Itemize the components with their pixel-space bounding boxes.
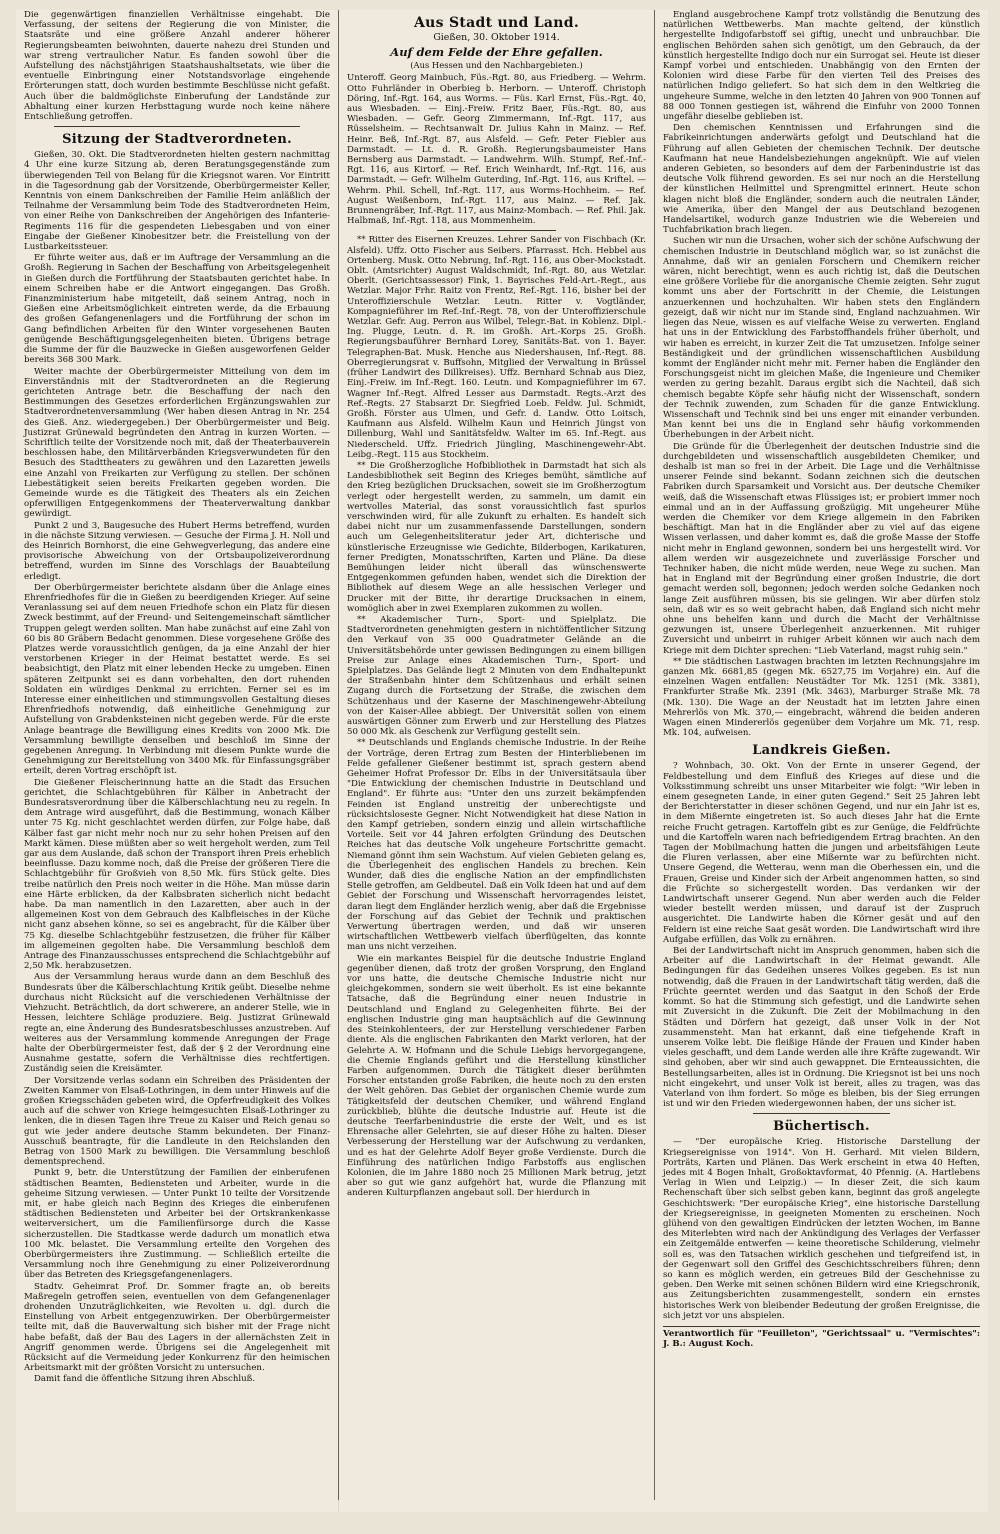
paragraph: Der Oberbürgermeister berichtete alsdann über die Anlage eines Ehrenfriedhofes für die in Gießen zu beerdigenden Krieger. Auf seine Veranlassung sei auf dem neuen Friedhofe schon ein Platz für diesen Zweck bestimmt, auf der Freund- und Seitengemeinschaft sämtlicher Truppen gelegt werden sollten. Man habe zunächst auf eine Zahl von 60 bis 80 Gräbern Bedacht genommen. Diese vorgesehene Größe des Platzes werde voraussichtlich genügen, da ja eine Anzahl der hier verstorbenen Krieger in der Heimat bestattet werde. Es sei beabsichtigt, den Platz mit einer lebenden Hecke zu umgeben. Einen späteren Zeitpunkt sei es dann vorbehalten, den dort ruhenden Soldaten ein würdiges Denkmal zu errichten. Ferner sei es im Interesse einer einheitlichen und stimmungsvollen Gestaltung dieses Ehrenfriedhofs notwendig, daß einheitliche Genehmigung zur Aufstellung von Grabdenksteinen nicht gegeben werde. Für die erste Anlage beantrage die Bewilligung eines Kredits von 2000 Mk. Die Versammlung bewilligte denselben und beschloß im Sinne der gegebenen Anregung. In Verbindung mit diesem Punkte wurde die Genehmigung zur Bereitstellung von 3400 Mk. für Einfassungsgräber erteilt, deren Vortrag erschöpft ist.	[24, 582, 330, 777]
column-right	[654, 10, 988, 1500]
subheading-note: (Aus Hessen und den Nachbargebieten.)	[410, 60, 583, 71]
paragraph: Aus der Versammlung heraus wurde dann an dem Beschluß des Bundesrats über die Kälberschlachtung Kritik geübt. Dieselbe nehme durchaus nicht Rücksicht auf die verschiedenen Verhältnisse der Viehzucht. Beträchtlich, da dort schwerere, an anderer Stelle, wie in Hessen, leichtere Schläge produziere. Beig. Justizrat Grünewald regte an, eine Änderung des Bundesratsbeschlusses anzustreben. Auf weiteres aus der Versammlung kommende Anregungen der Frage halte der Oberbürgermeister fest, daß der § 2 der Verordnung eine Ausnahme gestatte, sofern die Verhältnisse dies rechtfertigen. Zuständig seien die Kreisämter.	[24, 972, 330, 1075]
article-body-stadtverordneten	[24, 150, 330, 1384]
paragraph: ** Die städtischen Lastwagen brachten im letzten Rechnungsjahre im ganzen Mk. 6681,85 (gegen Mk. 6527,75 im Vorjahre) ein. Auf die einzelnen Wagen entfallen: Neustädter Tor Mk. 1251 (Mk. 3381), Frankfurter Straße Mk. 2391 (Mk. 3463), Marburger Straße Mk. 78 (Mk. 130). Die Wage an der Neustadt hat im letzten Jahre einen Mehrerlös von Mk. 370,— eingebracht, während die beiden anderen Wagen einen Mindererlös gegenüber dem Vorjahre um Mk. 71, resp. Mk. 104, aufweisen.	[663, 656, 980, 739]
paragraph: Suchen wir nun die Ursachen, woher sich der schöne Aufschwung der chemischen Industrie in Deutschland möglich war, so ist zunächst die Annahme, daß wir an genialen Forschern und Chemikern reicher wären, nicht berechtigt, wenn es auch richtig ist, daß die Deutschen eine größere Vorliebe für die anorganische Chemie zeigten. Sehr zugut kommt uns aber der Fortschritt in der Chemie, die Leistungen anzuerkennen und hochzuhalten. Wir haben stets den Engländern gezeigt, daß wir nicht nur im Stande sind, England nachzuahmen. Wir liegen das Neue, wissen es auf vielfache Weise zu verwerten. England hat uns in der Entwicklung des Farbstoffhandels früher überholt, und wir haben es erreicht, in kurzer Zeit die Tat umzusetzen. Infolge seiner Beständigkeit und der gründlichen wissenschaftlichen Ausbildung kommt der Engländer nicht mehr mit. Ferner haben die Engländer den Forschungsgeist nicht im gleichen Maße, die Ingenieure und Chemiker werden zu gering bezahlt. Daraus ergibt sich die Nachteil, daß sich chemisch begabte Köpfe sehr häufig nicht der Wissenschaft, sondern der Technik zuwenden, zum Schaden für die ganze Entwicklung. Wissenschaft und Technik sind bei uns enger mit einander verbunden. Man kennt bei uns die in England sehr häufig vorkommenden Überhebungen in der Arbeit nicht.	[663, 236, 980, 441]
news-item: ** Die Großherzogliche Hofbibliothek in Darmstadt hat sich als Landesbibliothek seit Beginn des Krieges bemüht, sämtliche auf den Krieg bezüglichen Drucksachen, soweit sie im Großherzogtum verlegt oder hergestellt werden, zu sammeln, um damit ein wertvolles Material, das sonst voraussichtlich fast spurlos verschwinden wird, für alle Zukunft zu erhalten. Es handelt sich dabei nicht nur um zusammenfassende Darstellungen, sondern auch um Gelegenheitsliteratur jeder Art, dichterische und künstlerische Erzeugnisse wie Gedichte, Bilderbogen, Karikaturen, ferner Predigten, Monatsschriften, Karten und Pläne. Da diese Bemühungen leider nicht überall das wünschenswerte Entgegenkommen gefunden haben, wendet sich die Direktion der Bibliothek auf diesem Wege an alle hessischen Verleger und Drucker mit der Bitte, ihr derartige Drucksachen in einem, womöglich aber in zwei Exemplaren zukommen zu wollen.	[347, 460, 646, 614]
paragraph: Weiter machte der Oberbürgermeister Mitteilung von dem im Einverständnis mit der Stadtverordneten an die Regierung gerichteten Antrage betr. die Beschaffung der nach den Bestimmungen des Gesetzes erforderlichen Ergänzungswahlen zur Stadtverordnetenversammlung (Wer haben diesen Antrag in Nr. 254 des Gieß. Anz. wiedergegeben.) Der Oberbürgermeister und Beig. Justizrat Grünewald begründeten den Antrag in kurzen Worten. — Schriftlich teilte der Vorsitzende noch mit, daß der Theaterbauverein beschlossen habe, den Militärverbänden Kriegsverwundeten für den Besuch des Stadttheaters zu gewähren und den Lazaretten jeweils eine Anzahl von Freikarten zur Verfügung zu stellen. Der schönen Liebestätigkeit seien bereits Freikarten gegeben worden. Die Gemeinde wurde es die Tätigkeit des Theaters als ein Zeichen opferwilligen Entgegenkommens der Theaterverwaltung dankbar gewürdigt.	[24, 366, 330, 520]
editor-credit: Verantwortlich für "Feuilleton", "Gerichtssaal" u. "Vermischtes": J. B.: August Koch.	[663, 1326, 980, 1349]
news-item: ** Akademischer Turn-, Sport- und Spielplatz. Die Stadtverordneten genehmigten gestern in nichtöffentlicher Sitzung den Verkauf von 35 000 Quadratmeter Gelände an die Universitätsbehörde unter gewissen Bedingungen zu einem billigen Preise zur Anlage eines Akademischen Turn-, Sport- und Spielplatzes. Das Gelände liegt 2 Minuten von dem Endhaltepunkt der Straßenbahn hinter dem Schützenhaus und erhält seinen Zugang durch die Fortsetzung der Straße, die zwischen dem Schützenhaus und der Kaserne der Maschinengewehr-Abteilung von der Kaiser-Allee abbiegt. Der Universität sollen von einem auswärtigen Gönner zum Erwerb und zur Herstellung des Platzes 50 000 Mk. als Geschenk zur Verfügung gestellt sein.	[347, 614, 646, 738]
paragraph: Die Gründe für die Überlegenheit der deutschen Industrie sind die durchgebildeten und wissenschaftlich ausgebildeten Chemiker, und deshalb ist man so frei in der Arbeit. Die Lage und die Verhältnisse unserer Feinde sind bekannt. Sodann zeichnen sich die deutschen Fabriken durch Sparsamkeit und Vorsicht aus. Der deutsche Chemiker weiß, daß die Wissenschaft etwas Flüssiges ist; er probiert immer noch einmal und an in der Auffassung großzügig. Mit ungeheurer Mühe werden die Chemiker vor dem Kriege allgemein in den Fabriken beschäftigt. Man hat in die Engländer aber zu viel auf das eigene Wissen verlassen, und daher kommt es, daß die große Masse der Stoffe nicht mehr in England gewonnen, sondern bei uns hergestellt wird. Vor allem werden wir ausgezeichnete und zuverlässige Forscher und Techniker haben, die nicht müde werden, neue Wege zu suchen. Man hat in England mit der Begründung einer großen Industrie, die dort gemacht werden soll, begonnen; jedoch werden solche Gedanken noch lange Zeit ausführen müssen, bis sie gelingen. Wir aber dürfen stolz sein, daß wir es so weit gebracht haben, daß England sich nicht mehr ohne uns behelfen kann und durch die Macht der Verhältnisse gezwungen ist, unsere Überlegenheit anzuerkennen. Mit ruhiger Zuversicht und unbeirrt in ruhiger Arbeit können wir auch nach dem Kriege mit dem Dichter sprechen: "Lieb Vaterland, magst ruhig sein."	[663, 441, 980, 656]
column-left	[16, 10, 338, 1500]
newspaper-page	[16, 10, 988, 1512]
news-item: Wie ein markantes Beispiel für die deutsche Industrie England gegenüber dienen, daß trotz der großen Vorsprung, den England vor uns hatte, die deutsche Chemische Industrie nicht nur gleichgekommen, sondern sie weit überholt. Es ist eine bekannte Tatsache, daß die Begründung einer neuen Industrie in Deutschland und England zu Gelegenheiten führte. Bei der englischen Industrie ging man hauptsächlich auf die Gewinnung des Steinkohlenteers, der zur Herstellung verschiedener Farben diente. Als die englischen Fabrikanten den Markt verloren, hat der Gelehrte A. W. Hofmann und die Schule Liebigs hervorgegangene, die Chemie Englands geführt und die Herstellung künstlicher Farben aufgenommen. Durch die Tätigkeit dieser berühmten Forscher entstanden große Fabriken, die heute noch zu den ersten der Welt gehören. Das Gebiet der organischen Chemie wurde zum Tätigkeitsfeld der deutschen Chemiker, und während England zurückblieb, blühte die deutsche Industrie auf. Heute ist die deutsche Teerfarbenindustrie die erste der Welt, und es ist Ehrensache aller Gelehrten, sie auf dieser Höhe zu halten. Dieser Verbesserung der Herstellung war der Aufschwung zu verdanken, und es hat der Gelehrte Adolf Beyer große Verdienste. Durch die Einführung des natürlichen Indigo Farbstoffs aus englischen Kolonien, die im Jahre 1880 noch 25 Millionen Mark betrug, jetzt aber so gut wie ganz aufgehört hat, wurde die Pflanzung mit anderen Kulturpflanzen angebaut soll. Der hierdurch in	[347, 953, 646, 1199]
paragraph: Die Gießener Fleischerinnung hatte an die Stadt das Ersuchen gerichtet, die Schlachtgebühren für Kälber in Anbetracht der Bundesratsverordnung über die Kälberschlachtung neu zu regeln. In dem Antrage wird ausgeführt, daß die Bestimmung, wonach Kälber unter 75 Kg. nicht geschlachtet werden dürfen, zur Folge habe, daß Kälber fast gar nicht mehr noch nur zu sehr hohen Preisen auf den Markt kämen. Diese müßten aber so weit hergeholt werden, zum Teil gar aus dem Auslande, daß schon der Transport ihren Preis erheblich beeinflusse. Dazu komme noch, daß die Preise der größeren Tiere die Schlachtgebühr für Großvieh von 8,50 Mk. fürs Stück gelte. Dies treibe natürlich den Preis noch weiter in die Höhe. Man müsse darin eine Härte erblicken, da der Kalbsbraten sicherlich nicht bedacht habe. Da man namentlich in den Lazaretten, aber auch in der allgemeinen Kost von dem Gebrauch des Kalbfleisches in der Küche nicht ganz absehen könne, so sei es angebracht, für die Kälber über 75 Kg. dieselbe Schlachtgebühr festzusetzen, die früher für Kälber im allgemeinen gegolten habe. Die Versammlung beschloß dem Antrage des Finanzausschusses entsprechend die Schlachtgebühr auf 2,50 Mk. herabzusetzen.	[24, 777, 330, 972]
paragraph: England ausgebrochene Kampf trotz vollständig die Benutzung des natürlichen Wettbewerbs. Man machte geltend, der künstlich hergestellte Indigofarbstoff sei giftig, unecht und unbrauchbar. Die englischen Behörden sahen sich genötigt, um den Gebrauch, da der künstlich hergestellte Indigo doch nur ein Surrogat sei. Heute ist dieser Kampf vorbei und entschieden. Unabhängig von den Ernten der Kolonien wird diese Farbe für den vierten Teil des Preises des natürlichen Indigo geliefert. So hat sich dem in den Weltkrieg die ungeheure Summe, welche in den letzten 40 Jahren von 900 Tonnen auf 88 000 Tonnen gestiegen ist, während die Einfuhr von 2000 Tonnen ungefähr dieselbe geblieben ist.	[663, 10, 980, 123]
local-news-items	[347, 235, 646, 1198]
fallen-list: Unteroff. Georg Mainbuch, Füs.-Rgt. 80, aus Friedberg. — Wehrm. Otto Fuhrländer in Oberbieg b. Herborn. — Unteroff. Christoph Döring, Inf.-Rgt. 164, aus Worms. — Füs. Karl Ernst, Füs.-Rgt. 40, aus Wiesbaden. — Einj.-Freiw. Fritz Baer, Füs.-Rgt. 80, aus Wiesbaden. — Gefr. Georg Zimmermann, Inf.-Rgt. 117, aus Rüsselsheim. — Rechtsanwalt Dr. Julius Kahn in Mainz. — Ref. Heinr. Beß, Inf.-Rgt. 87, aus Alsfeld. — Gefr. Peter Fiebler aus Darmstadt. — Lt. d. R. Großh. Regierungsbaumeister Hans Bernsberg aus Darmstadt. — Landwehrm. Wilh. Stumpf, Ref.-Inf.-Rgt. 116, aus Kirtorf. — Ref. Erich Weinhardt, Inf.-Rgt. 116, aus Darmstadt. — Gefr. Wilhelm Guterding, Inf.-Rgt. 116, aus Kriftel. — Wehrm. Phil. Schell, Inf.-Rgt. 117, aus Worms-Hochheim. — Ref. August Weißenborn, Inf.-Rgt. 117, aus Mainz. — Ref. Jak. Brunnengräber, Inf.-Rgt. 117, aus Mainz-Mombach. — Ref. Phil. Jak. Halbmaß, Inf.-Rgt. 118, aus Mommenheim.	[347, 73, 646, 227]
divider	[54, 126, 300, 127]
paragraph: Er führte weiter aus, daß er im Auftrage der Versammlung an die Großh. Regierung in Sachen der Beschaffung von Arbeitsgelegenheit in Gießen durch die Fortführung der Staatsbauten gerichtet habe. In einem Schreiben habe er die Antwort eingegangen. Das Großh. Finanzministerium habe mitgeteilt, daß seinem Antrag, noch in Gießen eine Arbeitsmöglichkeit eintreten werde, da die Erbauung des großen Gefangenenlagers und die Fortführung der schon im Gang befindlichen Arbeiten für den Winter vorgesehenen Bauten genügende Beschäftigungsgelegenheiten bieten. Übrigens betrage die Summe der für die Bauzwecke in Gießen ausgeworfenen Gelder bereits 368 300 Mark.	[24, 253, 330, 366]
news-item: ** Ritter des Eisernen Kreuzes. Lehrer Sander von Fischbach (Kr. Alsfeld). Uffz. Otto Fischer aus Seibers. Pfarrasst. Hch. Hebbel aus Ortenberg. Musk. Otto Nebrung, Inf.-Rgt. 116, aus Ober-Mockstadt. Oblt. (Amtsrichter) August Waldschmidt, Inf.-Rgt. 80, aus Wetzlar. Oberlt. (Gerichtsassessor) Fink, 1. Bayrisches Feld-Art.-Regt., aus Wetzlar. Major Frhr. Raitz von Frentz, Ref.-Rgt. 116, bisher bei der Unteroffizierschule Wetzlar. Leutn. Ritter v. Vogtländer, Kompagnieführer im Ref.-Inf.-Regt. 78, von der Unteroffizierschule Wetzlar. Gefr. Aug. Perron aus Wilbel, Telegr.-Bat. in Koblenz. Dipl.-Ing. Plugge, Leutn. d. R. im Großh. Art.-Korps 25. Großh. Regierungsbauführer Bernhard Lorey, Sanitäts-Bat. von 1. Bayer. Telegraphen-Bat. Musk. Henche aus Niedershausen, Inf.-Regt. 88. Oberregierungsrat v. Buffsohn, Mitglied der Verwaltung in Brüssel (früher Landwirt des Dillkreises). Uffz. Bernhard Schnab aus Diez, Einj.-Freiw. im Inf.-Regt. 160. Leutn. und Kompagnieführer im 67. Wagner Inf.-Regt. Alfred Lesser aus Darmstadt. Regts.-Arzt des Ref.-Regts. 27 Stabsarzt Dr. Siegfried Loeb. Feldw. Jul. Schmidt, Großh. Förster aus Ulmen, und Gefr. d. Landw. Otto Loitsch, Kaufmann aus Alsfeld. Wilhelm Kaun und Heinrich Jüngst von Dillenburg, Wahl und Sanitätsfeldw. Walter im 65. Inf.-Regt. aus Niederscheld. Uffz. Friedrich Jüngling, Maschinengewehr-Abt. Leibg.-Regt. 115 aus Stockheim.	[347, 235, 646, 460]
column-middle	[338, 10, 654, 1500]
paragraph: Punkt 2 und 3, Baugesuche des Hubert Herms betreffend, wurden in die nächste Sitzung verwiesen. — Gesuche der Firma J. H. Noll und des Heinrich Bornhorst, die eine Gehwegverlegung, das andere eine provisorische Abweichung von der Ortsbaupolizeiverordnung betreffend, wurden im Sinne des Vorschlags der Bauabteilung erledigt.	[24, 520, 330, 582]
news-item: ? Wohnbach, 30. Okt. Von der Ernte in unserer Gegend, der Feldbestellung und dem Einfluß des Krieges auf diese und die Volksstimmung schreibt uns unser Mitarbeiter wie folgt: "Wir leben in einem gesegneten Lande, in einer guten Gegend." Seit 25 Jahren lebt der Berichterstatter in dieser schönen Gegend, und nur ein Jahr ist es, in dem Mißernte eingetreten ist. So auch dieses Jahr hat die Ernte reiche Frucht getragen. Kartoffeln gibt es zur Genüge, die Feldfrüchte und die Kartoffeln waren nach befriedigendem Ertrag brachten. An den Tagen der Mobilmachung hatten die jungen und arbeitsfähigen Leute die Fluren verlassen, aber eine Mißernte war zu befürchten nicht. Unsere Gegend, die Wetterau, wenn man die Oberhessen ein, und die Frauen, Greise und Kinder sich der Arbeit angenommen hatten, so sind die Früchte so sichergestellt worden. Das verdanken wir der Landwirtschaft unserer Gegend. Nun aber werden auch die Felder wieder bestellt werden müssen, und darauf ist der Zuspruch ausgerichtet. Die Landwirte haben die Körner gesät und auf den Feldern ist eine reiche Saat gesät worden. Die Landwirtschaft wird ihre Aufgabe erfüllen, das Volk zu ernähren.	[663, 761, 980, 945]
news-item: ** Deutschlands und Englands chemische Industrie. In der Reihe der Vorträge, deren Ertrag zum Besten der Hinterbliebenen im Felde gefallener Gießener bestimmt ist, sprach gestern abend Geheimer Hofrat Professor Dr. Elbs in der Universitätsaula über "Die Entwicklung der chemischen Industrie in Deutschland und England". Er führte aus: "Unter den uns zurzeit bekämpfenden Feinden ist England unstreitig der unberechtigste und rücksichtsloseste Gegner. Nicht Notwendigkeit hat diese Nation in den Kampf getrieben, sondern einzig und allein wirtschaftliche Vorteile. Seit vor 44 Jahren erfolgten Gründung des Deutschen Reiches hat das deutsche Volk ungeheure Fortschritte gemacht. Niemand gönnt ihm sein Wachstum. Auf vielen Gebieten gelang es, die Überlegenheit des englischen Handels zu brechen. Kein Wunder, daß dies die englische Nation an der empfindlichsten Stelle getroffen, am Geldbeutel. Daß ein Volk Ideen hat und auf dem Gebiet der Forschung und Wissenschaft hervorragendes leistet, daran liegt dem Engländer herzlich wenig, aber daß die Ergebnisse der Forschung auf das Gebiet der Technik und praktischen Verwertung übertragen werden, und daß wir unseren wirtschaftlichen Wettbewerb vielfach überflügelten, das konnte man uns nicht verzeihen.	[347, 738, 646, 953]
article-continuation	[663, 10, 980, 738]
paragraph: Der Vorsitzende verlas sodann ein Schreiben des Präsidenten der Zweiten Kammer von Elsaß-Lothringen, in dem unter Hinweis auf die großen Kriegsschäden gebeten wird, die Opferfreudigkeit des Volkes auch auf die schwer von Kriege heimgesuchten Elsaß-Lothringer zu lenken, die in diesen Tagen ihre Treue zu Kaiser und Reich genau so gut wie jeder andere deutsche Stamm bekundeten. Der Finanz-Ausschuß beantragte, für die Landleute in den Reichslanden den Betrag von 1500 Mark zu bewilligen. Die Versammlung beschloß dementsprechend.	[24, 1075, 330, 1168]
subheading-gefallen: Auf dem Felde der Ehre gefallen.	[390, 45, 603, 60]
paragraph: Damit fand die öffentliche Sitzung ihren Abschluß.	[34, 1374, 256, 1385]
section-heading-landkreis: Landkreis Gießen.	[752, 743, 891, 759]
divider	[437, 230, 556, 231]
paragraph: Gießen, 30. Okt. Die Stadtverordneten hielten gestern nachmittag 4 Uhr eine kurze Sitzung ab, deren Beratungsgegenstände zum überwiegenden Teil von Belang für die Kriegsnot waren. Vor Eintritt in die Tagesordnung gab der Vorsitzende, Oberbürgermeister Keller, Kenntnis von einem Dankschreiben der Familie Heim anläßlich der Teilnahme der Versammlung beim Tode des Stadtverordneten Heim, von einer Reihe von Dankschreiben der Angehörigen des Infanterie-Regiments 116 für die gespendeten Liebesgaben und von einer Eingabe der Gießener Kinobesitzer betr. die Freistellung von der Lustbarkeitssteuer.	[24, 150, 330, 253]
book-review: — "Der europäische Krieg. Historische Darstellung der Kriegsereignisse von 1914". Von H. Gerhard. Mit vielen Bildern, Porträts, Karten und Plänen. Das Werk erscheint in etwa 40 Heften, jedes mit 4 Bogen Inhalt, Großoktavformat, 40 Pfennig. (A. Hartlebens Verlag in Wien und Leipzig.) — In dieser Zeit, die sich kaum Rechenschaft über sich selbst geben kann, beginnt das groß angelegte Geschichtswerk: "Der europäische Krieg", eine historische Darstellung der Kriegsereignisse, in geeigneten Momenten zu erscheinen. Noch glühend von den gewaltigen Eindrücken der letzten Wochen, im Banne des Miterlebten wird nach der Ankündigung des Verlages der Verfasser ein Zeitgemälde entwerfen — keine theoretische Schilderung, vielmehr soll es, was den Tatsachen wirklich geschehen und tiefgreifend ist, in der Gegenwart soll den Griffel des Geschichtsschreibers führen; denn so kann es möglich werden, ein getreues Bild der Geschehnisse zu geben. Den Werke mit seinen schönen Bildern wird eine Kriegschronik, aus Zeitungsberichten zusammengestellt, sondern ein ernstes historisches Werk von bleibender Bedeutung der großen Ereignisse, die sich jetzt vor uns abspielen.	[663, 1137, 980, 1321]
landkreis-items	[663, 761, 980, 1109]
divider	[753, 1113, 890, 1114]
section-heading-stadtverordneten: Sitzung der Stadtverordneten.	[62, 132, 292, 148]
paragraph: Punkt 9, betr. die Unterstützung der Familien der einberufenen städtischen Beamten, Bediensteten und Arbeiter, wurde in die geheime Sitzung verwiesen. — Unter Punkt 10 teilte der Vorsitzende mit, er habe gleich nach Beginn des Krieges die einberufenen städtischen Bediensteten und Arbeiter bei der Ortskrankenkasse weiterversichert, um die Familienfürsorge durch die Kasse sicherzustellen. Die Stadtkasse werde dadurch um monatlich etwa 100 Mk. belastet. Die Versammlung erteilte den Vorgehen des Oberbürgermeisters ihre Zustimmung. — Schließlich erteilte die Versammlung noch ihre Genehmigung zu einer Polizeiverordnung über das Betreten des Kriegsgefangenenlagers.	[24, 1168, 330, 1281]
paragraph: Stadtv. Geheimrat Prof. Dr. Sommer fragte an, ob bereits Maßregeln getroffen seien, eventuellen von dem Gefangenenlager drohenden Unzuträglichkeiten, wie Revolten u. dgl. durch die Einstellung von Arbeit entgegenzuwirken. Der Oberbürgermeister teilte mit, daß die Bauverwaltung sich bisher mit der Frage nicht habe befaßt, daß der Bau des Lagers in der allernächsten Zeit in Angriff genommen werde. Übrigens sei die Angelegenheit mit Rücksicht auf die Vermeidung jeder Konkurrenz für den heimischen Arbeitsmarkt mit der größten Vorsicht zu untersuchen.	[24, 1281, 330, 1374]
section-heading-buechertisch: Büchertisch.	[773, 1119, 870, 1135]
column-rule	[338, 10, 339, 1512]
paragraph: Den chemischen Kenntnissen und Erfahrungen sind die Fabrikeinrichtungen anderwärts gefolgt und Deutschland hat die Führung auf allen Gebieten der chemischen Technik. Der deutsche Kaufmann hat neue Handelsbeziehungen angeknüpft. Wie auf vielen anderen Gebieten, so besonders auf dem der Farbenindustrie ist das deutsche Volk führend geworden. Es sei nur noch an die Herstellung der künstlichen Heilmittel und Sprengmittel erinnert. Heute schon klagen nicht bloß die Engländer, sondern auch die neutralen Länder, wie Amerika, über den Mangel der aus Deutschland bezogenen Handelsartikel, wodurch ganze Industrien wie die Webereien und Tuchfabrikation brach liegen.	[663, 123, 980, 236]
intro-paragraph: Die gegenwärtigen finanziellen Verhältnisse eingehabt. Die Verfassung, der seitens der Regierung die von Minister, die Staatsräte und eine größere Anzahl anderer höherer Regierungsbeamten beiwohnten, dauerte nahezu drei Stunden und war streng vertraulicher Natur. Es fanden sowohl über die Aufstellung des nächstjährigen Staatshaushaltsetats, wie über die eventuelle Einbringung einer Notstandsvorlage eingehende Erörterungen statt, doch wurden bestimmte Beschlüsse nicht gefaßt. Auch über die baldmöglichste Einberufung der Landstände zur Abhaltung einer kurzen Herbsttagung wurde noch keine nähere Entschließung getroffen.	[24, 10, 330, 123]
news-item: Bei der Landwirtschaft nicht im Anspruch genommen, haben sich die Arbeiter auf die Landwirtschaft in der Heimat gewandt. Alle Bedingungen für das Gedeihen unseres Volkes gegeben. Es ist nun notwendig, daß die Frauen in der Landwirtschaft tätig werden, daß die Früchte geerntet werden und das Saatgut in den Schoß der Erde kommt. So hat die Stimmung sich gefestigt, und die Landwirte sehen mit Zuversicht in die Zukunft. Die Zeit der Mobilmachung in den Städten und Dörfern hat gezeigt, daß unser Volk in der Not zusammensteht. Man hat erkannt, daß eine tiefgehende Kraft in unserem Volke lebt. Die fleißige Hände der Frauen und Kinder haben vieles geschafft, und dem Lande werden alle ihre Kräfte zugewandt. Wir sind gehoben, aber wir sind auch gewappnet. Die Ernteaussichten, die Bestellungsarbeiten, alles ist in Ordnung. Die Kriegsnot ist bei uns noch nicht eingekehrt, und unser Volk ist bereit, alles zu tragen, was das Vaterland von ihm fordert. So möge es bleiben, bis der Sieg errungen ist und wir den Frieden wiedergewonnen haben, der uns sicher ist.	[663, 946, 980, 1110]
dateline: Gießen, 30. Oktober 1914.	[433, 32, 560, 43]
section-heading-stadt-land: Aus Stadt und Land.	[413, 15, 580, 31]
